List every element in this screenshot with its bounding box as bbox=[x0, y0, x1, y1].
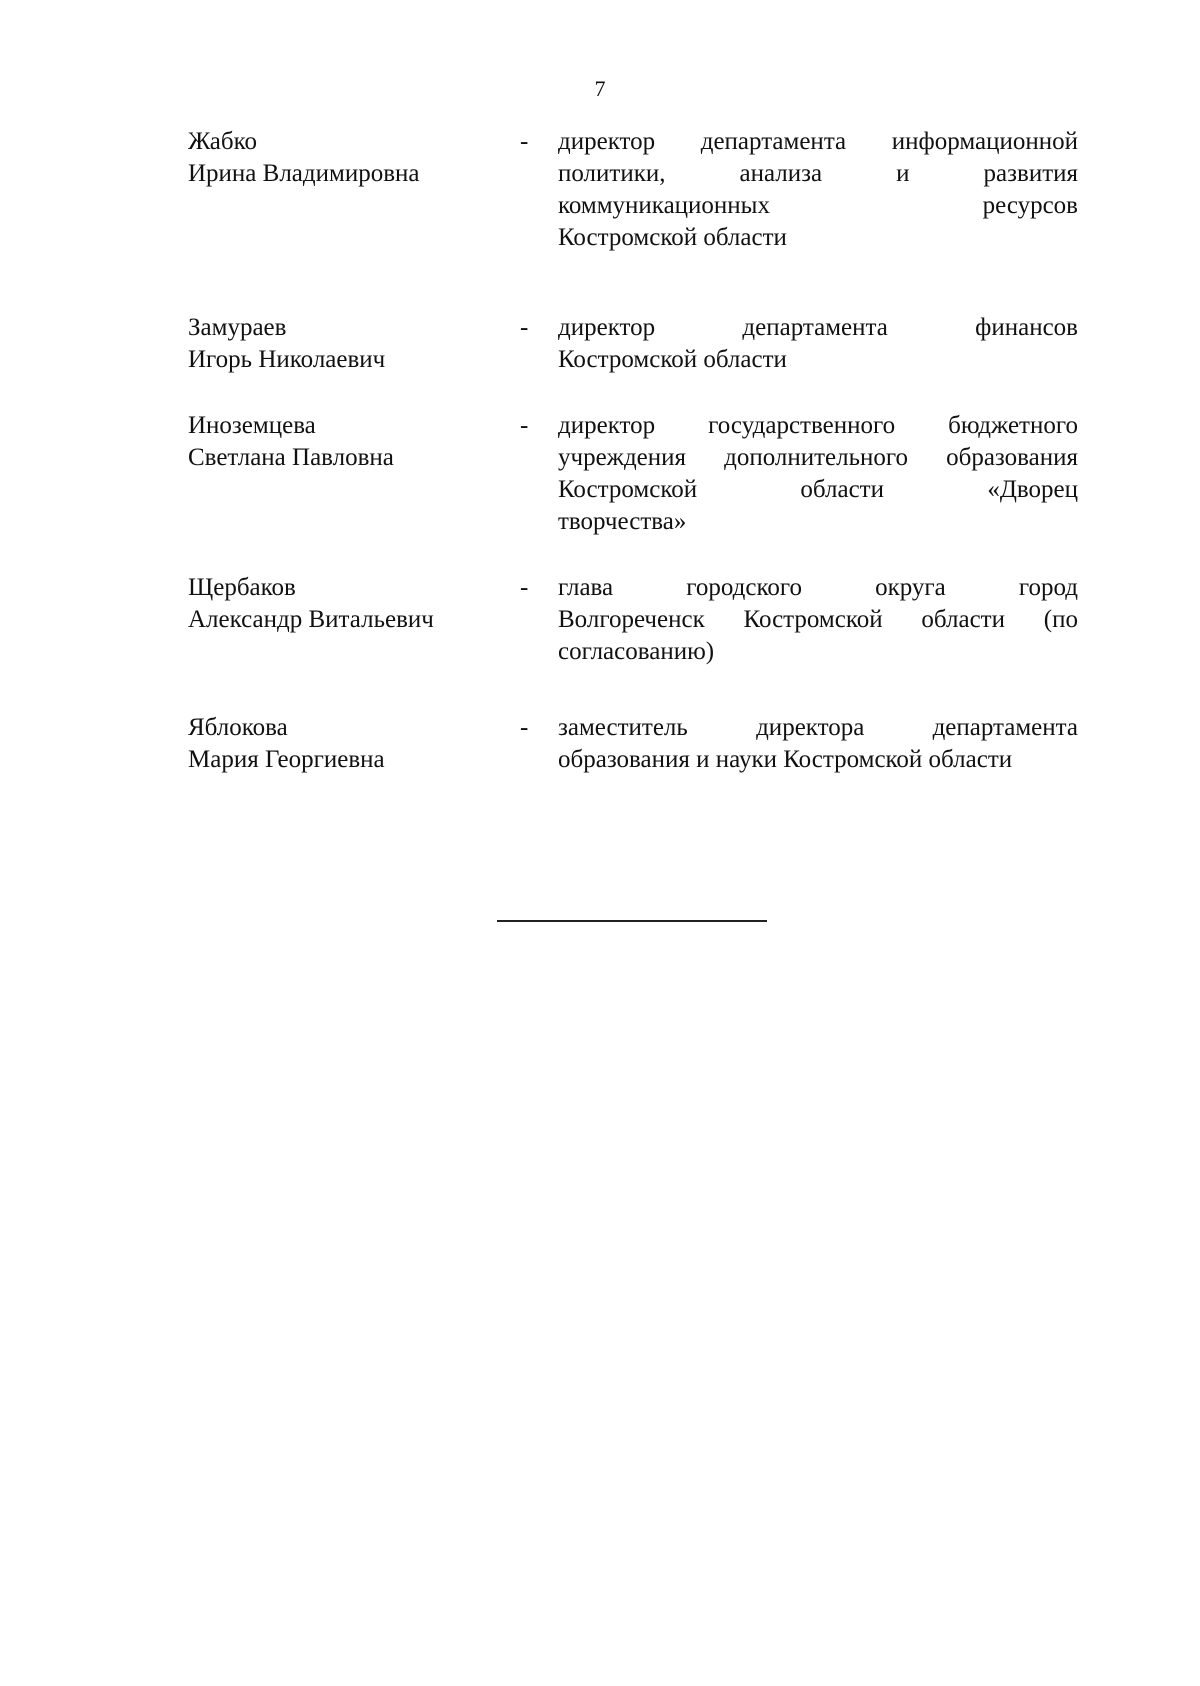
person-position bbox=[558, 312, 1078, 376]
position-line: Костромской области «Дворец bbox=[558, 476, 1078, 503]
dash-separator: - bbox=[520, 412, 529, 439]
closing-rule bbox=[497, 920, 767, 922]
position-line: глава городского округа город bbox=[558, 574, 1078, 601]
person-position bbox=[558, 572, 1078, 668]
person-given-names: Игорь Николаевич bbox=[188, 346, 386, 373]
person-name bbox=[188, 572, 488, 636]
person-name bbox=[188, 126, 488, 190]
person-position bbox=[558, 410, 1078, 538]
person-name bbox=[188, 312, 488, 376]
position-line: Костромской области bbox=[558, 224, 787, 251]
person-name bbox=[188, 712, 488, 776]
dash-separator: - bbox=[520, 714, 529, 741]
position-line: учреждения дополнительного образования bbox=[558, 444, 1078, 471]
position-line: образования и науки Костромской области bbox=[558, 746, 1013, 773]
dash-separator: - bbox=[520, 574, 529, 601]
dash-separator: - bbox=[520, 314, 529, 341]
position-line: заместитель директора департамента bbox=[558, 714, 1078, 741]
position-line: политики, анализа и развития bbox=[558, 160, 1078, 187]
position-line: коммуникационных ресурсов bbox=[558, 192, 1078, 219]
page-number: 7 bbox=[594, 76, 606, 101]
person-position bbox=[558, 712, 1078, 776]
person-given-names: Светлана Павловна bbox=[188, 444, 394, 471]
person-surname: Щербаков bbox=[188, 574, 296, 601]
position-line: творчества» bbox=[558, 508, 687, 535]
person-surname: Яблокова bbox=[188, 714, 288, 741]
position-line: согласованию) bbox=[558, 638, 715, 665]
position-line: директор департамента финансов bbox=[558, 314, 1078, 341]
position-line: Волгореченск Костромской области (по bbox=[558, 606, 1078, 633]
person-surname: Иноземцева bbox=[188, 412, 316, 439]
person-surname: Замураев bbox=[188, 314, 287, 341]
person-given-names: Мария Георгиевна bbox=[188, 746, 385, 773]
person-given-names: Александр Витальевич bbox=[188, 606, 434, 633]
position-line: директор департамента информационной bbox=[558, 128, 1078, 155]
dash-separator: - bbox=[520, 128, 529, 155]
person-position bbox=[558, 126, 1078, 254]
person-surname: Жабко bbox=[188, 128, 257, 155]
person-given-names: Ирина Владимировна bbox=[188, 160, 420, 187]
position-line: Костромской области bbox=[558, 346, 787, 373]
position-line: директор государственного бюджетного bbox=[558, 412, 1078, 439]
person-name bbox=[188, 410, 488, 474]
